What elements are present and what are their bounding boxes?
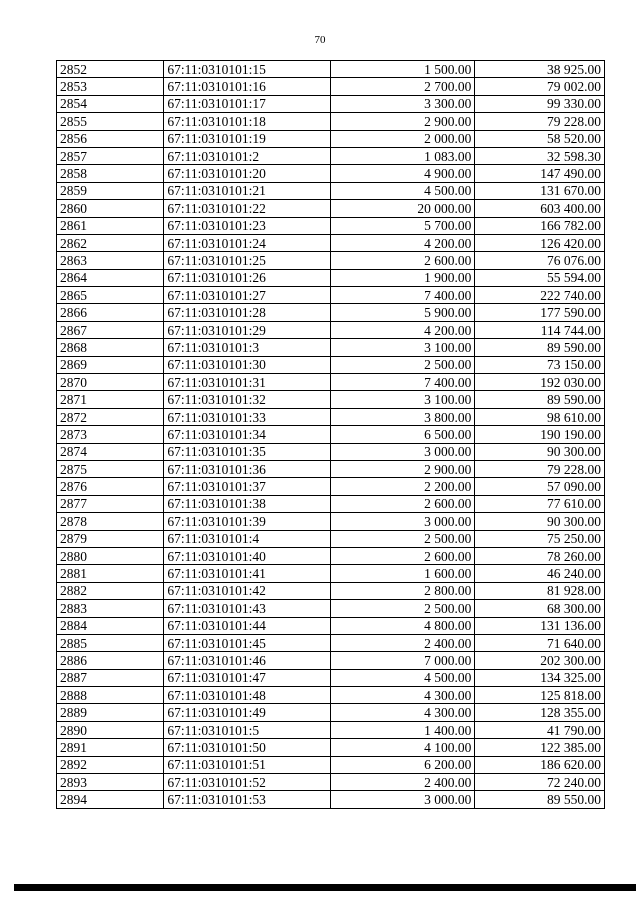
cadastral-number-cell: 67:11:0310101:22 [164,200,331,217]
area-cell: 7 400.00 [331,287,475,304]
cadastral-number-cell: 67:11:0310101:4 [164,530,331,547]
value-cell: 166 782.00 [475,217,605,234]
cadastral-number-cell: 67:11:0310101:48 [164,687,331,704]
value-cell: 222 740.00 [475,287,605,304]
row-number-cell: 2864 [57,269,164,286]
table-row [57,408,605,425]
value-cell: 79 002.00 [475,78,605,95]
area-cell: 1 083.00 [331,147,475,164]
row-number-cell: 2858 [57,165,164,182]
value-cell: 177 590.00 [475,304,605,321]
area-cell: 4 300.00 [331,704,475,721]
value-cell: 72 240.00 [475,774,605,791]
table-row [57,756,605,773]
area-cell: 1 600.00 [331,565,475,582]
value-cell: 76 076.00 [475,252,605,269]
table-row [57,426,605,443]
table-row [57,669,605,686]
row-number-cell: 2855 [57,113,164,130]
table-row [57,95,605,112]
area-cell: 7 000.00 [331,652,475,669]
row-number-cell: 2862 [57,234,164,251]
cadastral-number-cell: 67:11:0310101:42 [164,582,331,599]
table-row [57,704,605,721]
area-cell: 4 900.00 [331,165,475,182]
table-row [57,600,605,617]
row-number-cell: 2859 [57,182,164,199]
area-cell: 2 400.00 [331,634,475,651]
value-cell: 122 385.00 [475,739,605,756]
row-number-cell: 2857 [57,147,164,164]
row-number-cell: 2884 [57,617,164,634]
table-row [57,61,605,78]
area-cell: 2 500.00 [331,600,475,617]
table-row [57,478,605,495]
row-number-cell: 2885 [57,634,164,651]
table-row [57,217,605,234]
area-cell: 4 200.00 [331,321,475,338]
cadastral-number-cell: 67:11:0310101:53 [164,791,331,808]
cadastral-number-cell: 67:11:0310101:35 [164,443,331,460]
table-row [57,582,605,599]
area-cell: 2 500.00 [331,530,475,547]
cadastral-number-cell: 67:11:0310101:5 [164,721,331,738]
area-cell: 2 600.00 [331,252,475,269]
table-row [57,721,605,738]
value-cell: 89 590.00 [475,391,605,408]
value-cell: 98 610.00 [475,408,605,425]
area-cell: 2 600.00 [331,547,475,564]
cadastral-number-cell: 67:11:0310101:27 [164,287,331,304]
row-number-cell: 2867 [57,321,164,338]
value-cell: 41 790.00 [475,721,605,738]
value-cell: 125 818.00 [475,687,605,704]
value-cell: 114 744.00 [475,321,605,338]
area-cell: 3 300.00 [331,95,475,112]
row-number-cell: 2888 [57,687,164,704]
cadastral-number-cell: 67:11:0310101:41 [164,565,331,582]
value-cell: 90 300.00 [475,513,605,530]
table-row [57,460,605,477]
cadastral-number-cell: 67:11:0310101:18 [164,113,331,130]
area-cell: 4 800.00 [331,617,475,634]
cadastral-number-cell: 67:11:0310101:46 [164,652,331,669]
row-number-cell: 2883 [57,600,164,617]
row-number-cell: 2886 [57,652,164,669]
area-cell: 4 100.00 [331,739,475,756]
table-row [57,495,605,512]
row-number-cell: 2865 [57,287,164,304]
area-cell: 20 000.00 [331,200,475,217]
cadastral-number-cell: 67:11:0310101:49 [164,704,331,721]
area-cell: 3 000.00 [331,513,475,530]
table-body [57,61,605,809]
table-row [57,339,605,356]
value-cell: 126 420.00 [475,234,605,251]
area-cell: 2 400.00 [331,774,475,791]
cadastral-number-cell: 67:11:0310101:37 [164,478,331,495]
cadastral-number-cell: 67:11:0310101:34 [164,426,331,443]
table-row [57,200,605,217]
cadastral-number-cell: 67:11:0310101:2 [164,147,331,164]
value-cell: 77 610.00 [475,495,605,512]
area-cell: 1 900.00 [331,269,475,286]
cadastral-number-cell: 67:11:0310101:24 [164,234,331,251]
value-cell: 99 330.00 [475,95,605,112]
value-cell: 131 670.00 [475,182,605,199]
cadastral-number-cell: 67:11:0310101:3 [164,339,331,356]
area-cell: 3 000.00 [331,791,475,808]
table-row [57,391,605,408]
row-number-cell: 2870 [57,374,164,391]
row-number-cell: 2881 [57,565,164,582]
area-cell: 2 900.00 [331,460,475,477]
table-row [57,304,605,321]
cadastral-number-cell: 67:11:0310101:51 [164,756,331,773]
area-cell: 5 900.00 [331,304,475,321]
row-number-cell: 2894 [57,791,164,808]
cadastral-number-cell: 67:11:0310101:44 [164,617,331,634]
value-cell: 192 030.00 [475,374,605,391]
table-row [57,617,605,634]
area-cell: 3 100.00 [331,339,475,356]
cadastral-number-cell: 67:11:0310101:45 [164,634,331,651]
cadastral-number-cell: 67:11:0310101:20 [164,165,331,182]
value-cell: 38 925.00 [475,61,605,78]
table-row [57,547,605,564]
table-row [57,513,605,530]
area-cell: 5 700.00 [331,217,475,234]
table-row [57,687,605,704]
area-cell: 6 200.00 [331,756,475,773]
row-number-cell: 2856 [57,130,164,147]
value-cell: 78 260.00 [475,547,605,564]
table-row [57,321,605,338]
row-number-cell: 2879 [57,530,164,547]
value-cell: 134 325.00 [475,669,605,686]
row-number-cell: 2861 [57,217,164,234]
cadastral-number-cell: 67:11:0310101:38 [164,495,331,512]
value-cell: 190 190.00 [475,426,605,443]
table-row [57,774,605,791]
cadastral-number-cell: 67:11:0310101:25 [164,252,331,269]
table-row [57,356,605,373]
table-row [57,374,605,391]
cadastral-number-cell: 67:11:0310101:36 [164,460,331,477]
value-cell: 90 300.00 [475,443,605,460]
value-cell: 89 590.00 [475,339,605,356]
area-cell: 2 900.00 [331,113,475,130]
table-row [57,652,605,669]
row-number-cell: 2875 [57,460,164,477]
area-cell: 2 600.00 [331,495,475,512]
row-number-cell: 2878 [57,513,164,530]
value-cell: 58 520.00 [475,130,605,147]
cadastral-number-cell: 67:11:0310101:52 [164,774,331,791]
table-row [57,443,605,460]
cadastral-number-cell: 67:11:0310101:39 [164,513,331,530]
table-row [57,530,605,547]
cadastral-number-cell: 67:11:0310101:29 [164,321,331,338]
cadastral-number-cell: 67:11:0310101:28 [164,304,331,321]
area-cell: 2 500.00 [331,356,475,373]
row-number-cell: 2873 [57,426,164,443]
table-row [57,165,605,182]
value-cell: 75 250.00 [475,530,605,547]
value-cell: 32 598.30 [475,147,605,164]
value-cell: 68 300.00 [475,600,605,617]
row-number-cell: 2891 [57,739,164,756]
cadastral-number-cell: 67:11:0310101:32 [164,391,331,408]
row-number-cell: 2890 [57,721,164,738]
area-cell: 4 500.00 [331,669,475,686]
cadastral-table [56,60,605,809]
area-cell: 4 300.00 [331,687,475,704]
row-number-cell: 2869 [57,356,164,373]
table-row [57,182,605,199]
value-cell: 46 240.00 [475,565,605,582]
row-number-cell: 2872 [57,408,164,425]
value-cell: 79 228.00 [475,113,605,130]
cadastral-number-cell: 67:11:0310101:47 [164,669,331,686]
cadastral-number-cell: 67:11:0310101:40 [164,547,331,564]
area-cell: 7 400.00 [331,374,475,391]
cadastral-number-cell: 67:11:0310101:31 [164,374,331,391]
row-number-cell: 2860 [57,200,164,217]
table-row [57,234,605,251]
row-number-cell: 2866 [57,304,164,321]
bottom-rule [14,884,636,891]
value-cell: 202 300.00 [475,652,605,669]
area-cell: 6 500.00 [331,426,475,443]
cadastral-number-cell: 67:11:0310101:15 [164,61,331,78]
row-number-cell: 2852 [57,61,164,78]
area-cell: 3 800.00 [331,408,475,425]
cadastral-number-cell: 67:11:0310101:50 [164,739,331,756]
cadastral-number-cell: 67:11:0310101:21 [164,182,331,199]
row-number-cell: 2889 [57,704,164,721]
cadastral-number-cell: 67:11:0310101:30 [164,356,331,373]
row-number-cell: 2892 [57,756,164,773]
value-cell: 186 620.00 [475,756,605,773]
row-number-cell: 2893 [57,774,164,791]
row-number-cell: 2876 [57,478,164,495]
area-cell: 2 800.00 [331,582,475,599]
table-row [57,78,605,95]
table-row [57,287,605,304]
page-number: 70 [314,34,326,46]
area-cell: 2 000.00 [331,130,475,147]
area-cell: 4 200.00 [331,234,475,251]
table-row [57,565,605,582]
value-cell: 131 136.00 [475,617,605,634]
row-number-cell: 2882 [57,582,164,599]
cadastral-number-cell: 67:11:0310101:17 [164,95,331,112]
value-cell: 57 090.00 [475,478,605,495]
area-cell: 2 700.00 [331,78,475,95]
cadastral-number-cell: 67:11:0310101:19 [164,130,331,147]
value-cell: 147 490.00 [475,165,605,182]
row-number-cell: 2871 [57,391,164,408]
row-number-cell: 2877 [57,495,164,512]
cadastral-number-cell: 67:11:0310101:33 [164,408,331,425]
row-number-cell: 2854 [57,95,164,112]
cadastral-number-cell: 67:11:0310101:43 [164,600,331,617]
table-row [57,147,605,164]
table-row [57,252,605,269]
value-cell: 73 150.00 [475,356,605,373]
row-number-cell: 2853 [57,78,164,95]
cadastral-number-cell: 67:11:0310101:26 [164,269,331,286]
row-number-cell: 2868 [57,339,164,356]
table-row [57,269,605,286]
table-row [57,130,605,147]
row-number-cell: 2874 [57,443,164,460]
area-cell: 1 500.00 [331,61,475,78]
row-number-cell: 2887 [57,669,164,686]
table-row [57,739,605,756]
area-cell: 3 000.00 [331,443,475,460]
area-cell: 2 200.00 [331,478,475,495]
value-cell: 79 228.00 [475,460,605,477]
row-number-cell: 2880 [57,547,164,564]
row-number-cell: 2863 [57,252,164,269]
area-cell: 1 400.00 [331,721,475,738]
table-row [57,634,605,651]
value-cell: 81 928.00 [475,582,605,599]
cadastral-number-cell: 67:11:0310101:16 [164,78,331,95]
value-cell: 55 594.00 [475,269,605,286]
value-cell: 128 355.00 [475,704,605,721]
value-cell: 89 550.00 [475,791,605,808]
area-cell: 4 500.00 [331,182,475,199]
table-row [57,791,605,808]
cadastral-number-cell: 67:11:0310101:23 [164,217,331,234]
value-cell: 71 640.00 [475,634,605,651]
table-row [57,113,605,130]
area-cell: 3 100.00 [331,391,475,408]
value-cell: 603 400.00 [475,200,605,217]
